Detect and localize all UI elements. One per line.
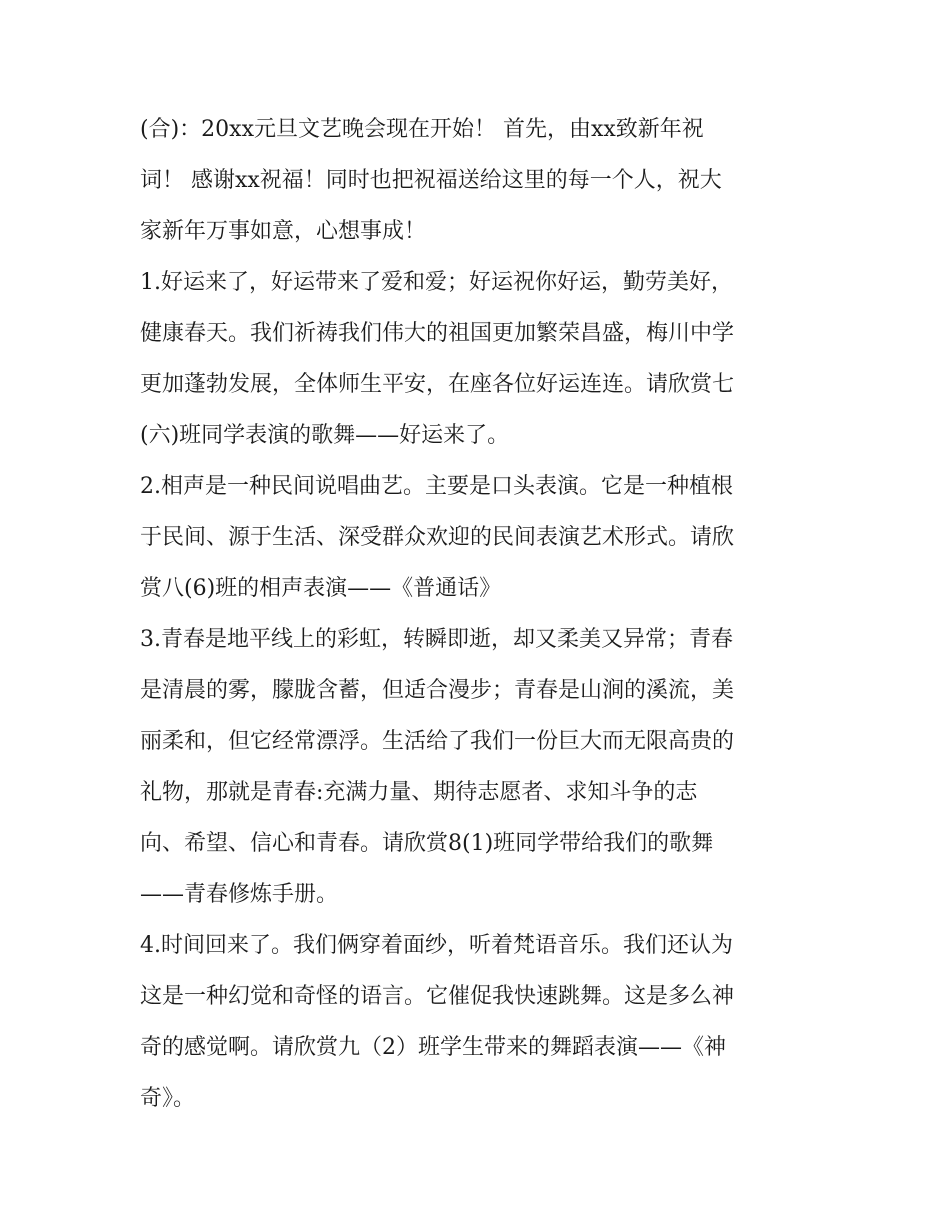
text-line: 是清晨的雾，朦胧含蓄，但适合漫步；青春是山涧的溪流，美 <box>140 678 735 703</box>
text-line: 丽柔和，但它经常漂浮。生活给了我们一份巨大而无限高贵的 <box>140 729 735 754</box>
text-line: 词！ 感谢xx祝福！同时也把祝福送给这里的每一个人，祝大 <box>140 168 722 193</box>
text-line: 赏八(6)班的相声表演——《普通话》 <box>140 576 502 601</box>
text-line: 更加蓬勃发展，全体师生平安，在座各位好运连连。请欣赏七 <box>140 372 735 397</box>
text-line: 3.青春是地平线上的彩虹，转瞬即逝，却又柔美又异常；青春 <box>140 627 733 652</box>
text-line: 家新年万事如意，心想事成！ <box>140 219 427 244</box>
text-line: 奇》。 <box>140 1086 196 1111</box>
text-line: 1.好运来了，好运带来了爱和爱；好运祝你好运，勤劳美好， <box>140 270 733 295</box>
text-line: 健康春天。我们祈祷我们伟大的祖国更加繁荣昌盛，梅川中学 <box>140 321 735 346</box>
text-line: (合)：20xx元旦文艺晚会现在开始！ 首先，由xx致新年祝 <box>140 117 704 142</box>
document-body <box>140 104 830 1124</box>
text-line: ——青春修炼手册。 <box>140 882 339 907</box>
text-line: 向、希望、信心和青春。请欣赏8(1)班同学带给我们的歌舞 <box>140 831 714 856</box>
text-line: 4.时间回来了。我们俩穿着面纱，听着梵语音乐。我们还认为 <box>140 933 733 958</box>
text-line: 于民间、源于生活、深受群众欢迎的民间表演艺术形式。请欣 <box>140 525 735 550</box>
text-line: 礼物，那就是青春:充满力量、期待志愿者、求知斗争的志 <box>140 780 698 805</box>
text-line: 奇的感觉啊。请欣赏九（2）班学生带来的舞蹈表演——《神 <box>140 1035 726 1060</box>
text-line: 2.相声是一种民间说唱曲艺。主要是口头表演。它是一种植根 <box>140 474 733 499</box>
text-line: (六)班同学表演的歌舞——好运来了。 <box>140 423 510 448</box>
text-line: 这是一种幻觉和奇怪的语言。它催促我快速跳舞。这是多么神 <box>140 984 735 1009</box>
